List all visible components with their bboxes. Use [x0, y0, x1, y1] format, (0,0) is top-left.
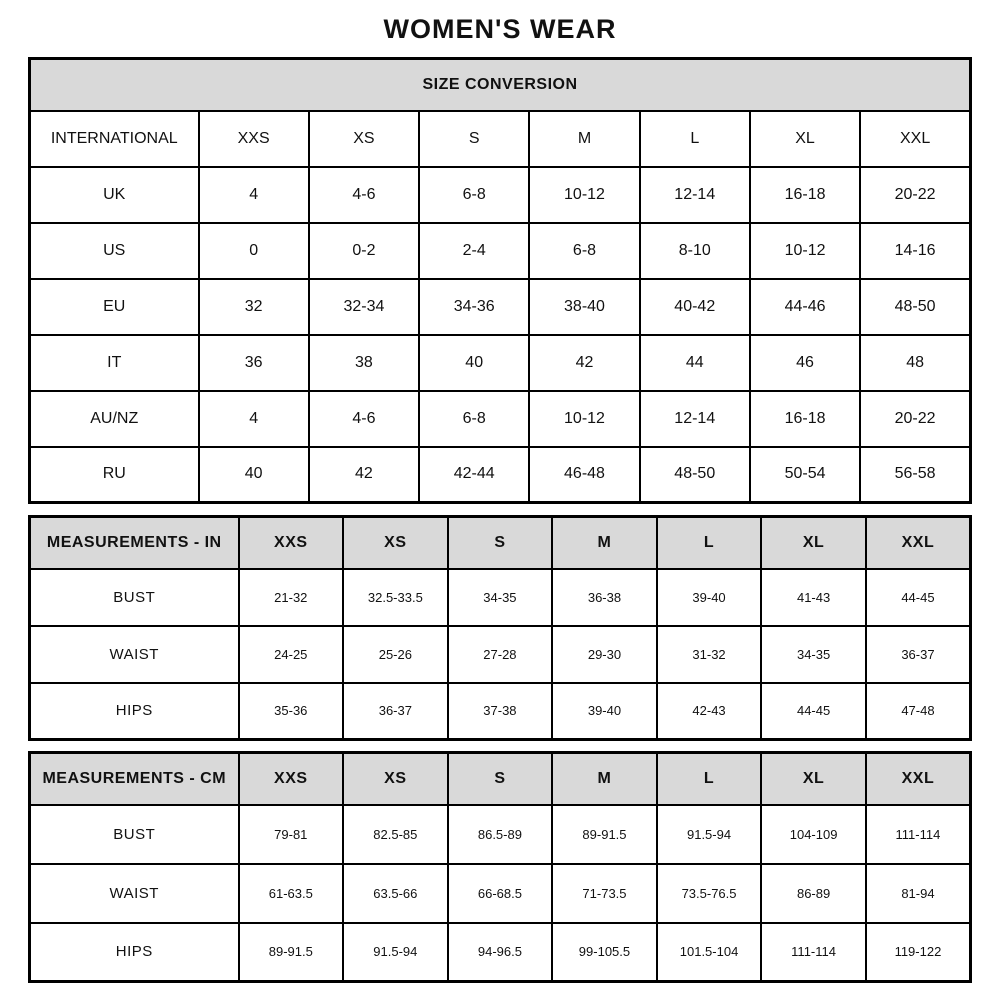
table-row: [30, 626, 971, 683]
row-label: AU/NZ: [30, 391, 199, 447]
value-cell: 46: [750, 335, 860, 391]
value-cell: 4-6: [309, 167, 419, 223]
table-header-label: MEASUREMENTS - IN: [30, 517, 239, 569]
value-cell: 36: [199, 335, 309, 391]
measurements-in-table: [28, 515, 972, 741]
size-conversion-title: SIZE CONVERSION: [30, 59, 971, 111]
value-cell: 31-32: [657, 626, 762, 683]
table-title-row: [30, 59, 971, 111]
value-cell: 50-54: [750, 447, 860, 503]
value-cell: 66-68.5: [448, 864, 553, 923]
value-cell: 81-94: [866, 864, 971, 923]
row-label: WAIST: [30, 864, 239, 923]
value-cell: 61-63.5: [239, 864, 344, 923]
value-cell: 36-37: [343, 683, 448, 740]
value-cell: 12-14: [640, 167, 750, 223]
value-cell: 25-26: [343, 626, 448, 683]
value-cell: 0-2: [309, 223, 419, 279]
value-cell: 12-14: [640, 391, 750, 447]
size-column-header: XS: [343, 753, 448, 805]
value-cell: 34-35: [761, 626, 866, 683]
table-row: [30, 391, 971, 447]
value-cell: 73.5-76.5: [657, 864, 762, 923]
size-conversion-table: [28, 57, 972, 504]
value-cell: 20-22: [860, 167, 970, 223]
size-column-header: XXS: [239, 753, 344, 805]
size-column-header: XL: [761, 753, 866, 805]
value-cell: 4-6: [309, 391, 419, 447]
value-cell: XS: [309, 111, 419, 167]
value-cell: 36-37: [866, 626, 971, 683]
value-cell: 44-46: [750, 279, 860, 335]
value-cell: 111-114: [866, 805, 971, 864]
value-cell: XL: [750, 111, 860, 167]
value-cell: 4: [199, 167, 309, 223]
value-cell: 35-36: [239, 683, 344, 740]
table-row: [30, 569, 971, 626]
table-header-label: MEASUREMENTS - CM: [30, 753, 239, 805]
size-column-header: L: [657, 753, 762, 805]
page-title: WOMEN'S WEAR: [383, 14, 617, 44]
value-cell: 10-12: [529, 167, 639, 223]
table-row: [30, 923, 971, 982]
value-cell: XXS: [199, 111, 309, 167]
value-cell: 6-8: [419, 167, 529, 223]
value-cell: 16-18: [750, 391, 860, 447]
value-cell: 36-38: [552, 569, 657, 626]
value-cell: 34-35: [448, 569, 553, 626]
table-row: [30, 683, 971, 740]
row-label: EU: [30, 279, 199, 335]
value-cell: XXL: [860, 111, 970, 167]
value-cell: 41-43: [761, 569, 866, 626]
value-cell: 40-42: [640, 279, 750, 335]
row-label: BUST: [30, 569, 239, 626]
value-cell: 32.5-33.5: [343, 569, 448, 626]
size-column-header: XS: [343, 517, 448, 569]
value-cell: 39-40: [657, 569, 762, 626]
value-cell: 14-16: [860, 223, 970, 279]
value-cell: 111-114: [761, 923, 866, 982]
value-cell: 79-81: [239, 805, 344, 864]
value-cell: 27-28: [448, 626, 553, 683]
table-row: [30, 167, 971, 223]
value-cell: 48-50: [640, 447, 750, 503]
row-label: RU: [30, 447, 199, 503]
value-cell: 42-44: [419, 447, 529, 503]
value-cell: 34-36: [419, 279, 529, 335]
row-label: UK: [30, 167, 199, 223]
value-cell: 104-109: [761, 805, 866, 864]
value-cell: 29-30: [552, 626, 657, 683]
value-cell: 42: [529, 335, 639, 391]
size-column-header: XL: [761, 517, 866, 569]
size-column-header: S: [448, 517, 553, 569]
value-cell: 86-89: [761, 864, 866, 923]
value-cell: 89-91.5: [239, 923, 344, 982]
value-cell: M: [529, 111, 639, 167]
value-cell: 6-8: [529, 223, 639, 279]
size-column-header: L: [657, 517, 762, 569]
value-cell: 89-91.5: [552, 805, 657, 864]
value-cell: 44-45: [866, 569, 971, 626]
value-cell: 16-18: [750, 167, 860, 223]
row-label: HIPS: [30, 683, 239, 740]
value-cell: 44: [640, 335, 750, 391]
value-cell: 82.5-85: [343, 805, 448, 864]
size-column-header: XXL: [866, 753, 971, 805]
size-column-header: XXL: [866, 517, 971, 569]
value-cell: 4: [199, 391, 309, 447]
measurements-cm-header-row: [30, 753, 971, 805]
table-row: [30, 335, 971, 391]
row-label: BUST: [30, 805, 239, 864]
value-cell: 24-25: [239, 626, 344, 683]
row-label: WAIST: [30, 626, 239, 683]
size-column-header: S: [448, 753, 553, 805]
value-cell: 38: [309, 335, 419, 391]
value-cell: 91.5-94: [343, 923, 448, 982]
row-label: US: [30, 223, 199, 279]
value-cell: 46-48: [529, 447, 639, 503]
value-cell: 48: [860, 335, 970, 391]
value-cell: 101.5-104: [657, 923, 762, 982]
value-cell: 48-50: [860, 279, 970, 335]
row-label: INTERNATIONAL: [30, 111, 199, 167]
value-cell: 0: [199, 223, 309, 279]
table-row: [30, 805, 971, 864]
value-cell: 2-4: [419, 223, 529, 279]
size-column-header: XXS: [239, 517, 344, 569]
value-cell: 39-40: [552, 683, 657, 740]
value-cell: 20-22: [860, 391, 970, 447]
table-row: [30, 864, 971, 923]
row-label: HIPS: [30, 923, 239, 982]
value-cell: 10-12: [529, 391, 639, 447]
value-cell: 44-45: [761, 683, 866, 740]
value-cell: 56-58: [860, 447, 970, 503]
value-cell: 94-96.5: [448, 923, 553, 982]
value-cell: 47-48: [866, 683, 971, 740]
size-column-header: M: [552, 753, 657, 805]
size-column-header: M: [552, 517, 657, 569]
row-label: IT: [30, 335, 199, 391]
value-cell: 38-40: [529, 279, 639, 335]
value-cell: 10-12: [750, 223, 860, 279]
value-cell: 8-10: [640, 223, 750, 279]
value-cell: 6-8: [419, 391, 529, 447]
value-cell: 37-38: [448, 683, 553, 740]
table-row: [30, 279, 971, 335]
value-cell: 21-32: [239, 569, 344, 626]
value-cell: 99-105.5: [552, 923, 657, 982]
value-cell: S: [419, 111, 529, 167]
value-cell: 91.5-94: [657, 805, 762, 864]
value-cell: 119-122: [866, 923, 971, 982]
table-row: [30, 223, 971, 279]
measurements-cm-table: [28, 751, 972, 983]
value-cell: 32: [199, 279, 309, 335]
value-cell: 42: [309, 447, 419, 503]
value-cell: 40: [199, 447, 309, 503]
table-row: [30, 111, 971, 167]
value-cell: 32-34: [309, 279, 419, 335]
table-row: [30, 447, 971, 503]
value-cell: 86.5-89: [448, 805, 553, 864]
value-cell: L: [640, 111, 750, 167]
value-cell: 42-43: [657, 683, 762, 740]
value-cell: 63.5-66: [343, 864, 448, 923]
value-cell: 40: [419, 335, 529, 391]
measurements-in-header-row: [30, 517, 971, 569]
value-cell: 71-73.5: [552, 864, 657, 923]
